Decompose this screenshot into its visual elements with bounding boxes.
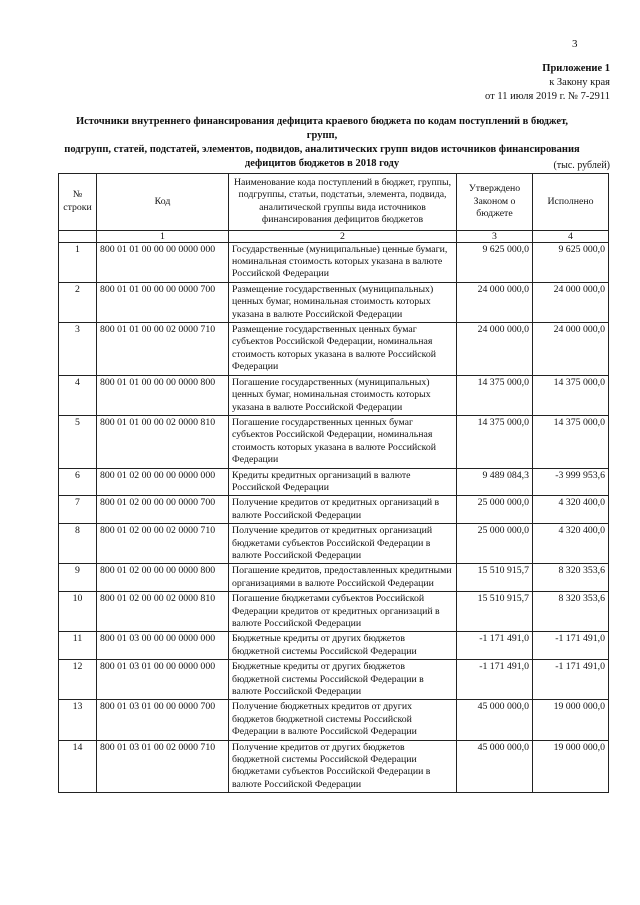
row-executed: 4 320 400,0 bbox=[533, 524, 609, 564]
row-code: 800 01 02 00 00 00 0000 800 bbox=[97, 564, 229, 592]
table-row bbox=[59, 282, 609, 322]
row-approved: -1 171 491,0 bbox=[457, 632, 533, 660]
row-approved: 45 000 000,0 bbox=[457, 740, 533, 793]
table-row bbox=[59, 592, 609, 632]
row-approved: 24 000 000,0 bbox=[457, 323, 533, 376]
table-row bbox=[59, 242, 609, 282]
row-executed: 14 375 000,0 bbox=[533, 375, 609, 415]
row-number: 7 bbox=[59, 496, 97, 524]
row-code: 800 01 01 00 00 02 0000 810 bbox=[97, 415, 229, 468]
row-name: Размещение государственных (муниципальных) ценных бумаг, номинальная стоимость которых указана в валюте Российской Федерации bbox=[229, 282, 457, 322]
table-row bbox=[59, 468, 609, 496]
row-code: 800 01 03 01 00 02 0000 710 bbox=[97, 740, 229, 793]
row-name: Получение кредитов от кредитных организаций в валюте Российской Федерации bbox=[229, 496, 457, 524]
row-code: 800 01 03 00 00 00 0000 000 bbox=[97, 632, 229, 660]
table-row bbox=[59, 564, 609, 592]
row-name: Получение кредитов от других бюджетов бюджетной системы Российской Федерации бюджетами субъектов Российской Федерации в валюте Российской Федерации bbox=[229, 740, 457, 793]
row-code: 800 01 02 00 00 02 0000 710 bbox=[97, 524, 229, 564]
row-executed: 19 000 000,0 bbox=[533, 740, 609, 793]
row-number: 6 bbox=[59, 468, 97, 496]
financing-sources-table bbox=[58, 173, 609, 793]
row-name: Погашение бюджетами субъектов Российской Федерации кредитов от кредитных организаций в валюте Российской Федерации bbox=[229, 592, 457, 632]
row-number: 13 bbox=[59, 700, 97, 740]
table-row bbox=[59, 632, 609, 660]
appendix-block bbox=[485, 62, 610, 104]
row-number: 5 bbox=[59, 415, 97, 468]
row-approved: 45 000 000,0 bbox=[457, 700, 533, 740]
row-code: 800 01 02 00 00 00 0000 700 bbox=[97, 496, 229, 524]
row-approved: 9 625 000,0 bbox=[457, 242, 533, 282]
row-executed: 19 000 000,0 bbox=[533, 700, 609, 740]
row-executed: -3 999 953,6 bbox=[533, 468, 609, 496]
row-number: 4 bbox=[59, 375, 97, 415]
row-name: Получение кредитов от кредитных организаций бюджетами субъектов Российской Федерации в валюте Российской Федерации bbox=[229, 524, 457, 564]
table-row bbox=[59, 496, 609, 524]
row-approved: 14 375 000,0 bbox=[457, 375, 533, 415]
row-executed: 24 000 000,0 bbox=[533, 323, 609, 376]
row-approved: -1 171 491,0 bbox=[457, 660, 533, 700]
column-number-blank bbox=[59, 230, 97, 242]
row-name: Кредиты кредитных организаций в валюте Российской Федерации bbox=[229, 468, 457, 496]
table-row bbox=[59, 375, 609, 415]
header-code: Код bbox=[97, 174, 229, 231]
column-number: 1 bbox=[97, 230, 229, 242]
row-code: 800 01 01 00 00 00 0000 800 bbox=[97, 375, 229, 415]
row-code: 800 01 02 00 00 00 0000 000 bbox=[97, 468, 229, 496]
row-executed: 9 625 000,0 bbox=[533, 242, 609, 282]
table-row bbox=[59, 660, 609, 700]
column-number: 4 bbox=[533, 230, 609, 242]
row-approved: 14 375 000,0 bbox=[457, 415, 533, 468]
table-row bbox=[59, 740, 609, 793]
header-approved: Утверждено Законом о бюджете bbox=[457, 174, 533, 231]
table-row bbox=[59, 415, 609, 468]
row-number: 9 bbox=[59, 564, 97, 592]
appendix-law-date: от 11 июля 2019 г. № 7-2911 bbox=[485, 91, 610, 102]
appendix-law-reference: к Закону края bbox=[549, 77, 610, 88]
document-title-line: Источники внутреннего финансирования дефицита краевого бюджета по кодам поступлений в бюджет, групп, bbox=[75, 116, 569, 141]
row-code: 800 01 02 00 00 02 0000 810 bbox=[97, 592, 229, 632]
row-executed: -1 171 491,0 bbox=[533, 660, 609, 700]
page-number: 3 bbox=[572, 38, 578, 50]
row-name: Государственные (муниципальные) ценные бумаги, номинальная стоимость которых указана в валюте Российской Федерации bbox=[229, 242, 457, 282]
column-number-row bbox=[59, 230, 609, 242]
column-number: 2 bbox=[229, 230, 457, 242]
table-header-row bbox=[59, 174, 609, 231]
row-executed: -1 171 491,0 bbox=[533, 632, 609, 660]
row-approved: 9 489 084,3 bbox=[457, 468, 533, 496]
header-row-number: № строки bbox=[59, 174, 97, 231]
row-number: 1 bbox=[59, 242, 97, 282]
row-number: 10 bbox=[59, 592, 97, 632]
row-number: 11 bbox=[59, 632, 97, 660]
table-row bbox=[59, 700, 609, 740]
row-number: 8 bbox=[59, 524, 97, 564]
row-name: Погашение кредитов, предоставленных кредитными организациями в валюте Российской Федерации bbox=[229, 564, 457, 592]
row-approved: 25 000 000,0 bbox=[457, 524, 533, 564]
row-approved: 15 510 915,7 bbox=[457, 592, 533, 632]
appendix-title: Приложение 1 bbox=[542, 63, 610, 74]
row-name: Получение бюджетных кредитов от других бюджетов бюджетной системы Российской Федерации в валюте Российской Федерации bbox=[229, 700, 457, 740]
row-code: 800 01 03 01 00 00 0000 700 bbox=[97, 700, 229, 740]
document-title-line: дефицитов бюджетов в 2018 году bbox=[244, 158, 400, 169]
row-number: 2 bbox=[59, 282, 97, 322]
row-name: Бюджетные кредиты от других бюджетов бюджетной системы Российской Федерации в валюте Российской Федерации bbox=[229, 660, 457, 700]
document-title bbox=[62, 115, 582, 171]
header-name: Наименование кода поступлений в бюджет, группы, подгруппы, статьи, подстатьи, элемента, подвида, аналитической группы вида источников финансирования дефицитов бюджетов bbox=[229, 174, 457, 231]
row-code: 800 01 01 00 00 00 0000 700 bbox=[97, 282, 229, 322]
row-number: 14 bbox=[59, 740, 97, 793]
row-executed: 4 320 400,0 bbox=[533, 496, 609, 524]
row-name: Бюджетные кредиты от других бюджетов бюджетной системы Российской Федерации bbox=[229, 632, 457, 660]
table-row bbox=[59, 524, 609, 564]
row-name: Погашение государственных ценных бумаг субъектов Российской Федерации, номинальная стоимость которых указана в валюте Российской Федерации bbox=[229, 415, 457, 468]
header-executed: Исполнено bbox=[533, 174, 609, 231]
table-body bbox=[59, 242, 609, 793]
column-number: 3 bbox=[457, 230, 533, 242]
row-name: Размещение государственных ценных бумаг субъектов Российской Федерации, номинальная стоимость которых указана в валюте Российской Федерации bbox=[229, 323, 457, 376]
row-number: 3 bbox=[59, 323, 97, 376]
row-approved: 24 000 000,0 bbox=[457, 282, 533, 322]
row-executed: 24 000 000,0 bbox=[533, 282, 609, 322]
row-approved: 25 000 000,0 bbox=[457, 496, 533, 524]
row-code: 800 01 01 00 00 02 0000 710 bbox=[97, 323, 229, 376]
row-name: Погашение государственных (муниципальных) ценных бумаг, номинальная стоимость которых указана в валюте Российской Федерации bbox=[229, 375, 457, 415]
row-code: 800 01 03 01 00 00 0000 000 bbox=[97, 660, 229, 700]
row-executed: 8 320 353,6 bbox=[533, 592, 609, 632]
row-executed: 8 320 353,6 bbox=[533, 564, 609, 592]
row-number: 12 bbox=[59, 660, 97, 700]
unit-note: (тыс. рублей) bbox=[553, 160, 610, 171]
table-row bbox=[59, 323, 609, 376]
document-title-line: подгрупп, статей, подстатей, элементов, подвидов, аналитических групп видов источников финансирования bbox=[64, 144, 580, 155]
row-approved: 15 510 915,7 bbox=[457, 564, 533, 592]
row-code: 800 01 01 00 00 00 0000 000 bbox=[97, 242, 229, 282]
row-executed: 14 375 000,0 bbox=[533, 415, 609, 468]
